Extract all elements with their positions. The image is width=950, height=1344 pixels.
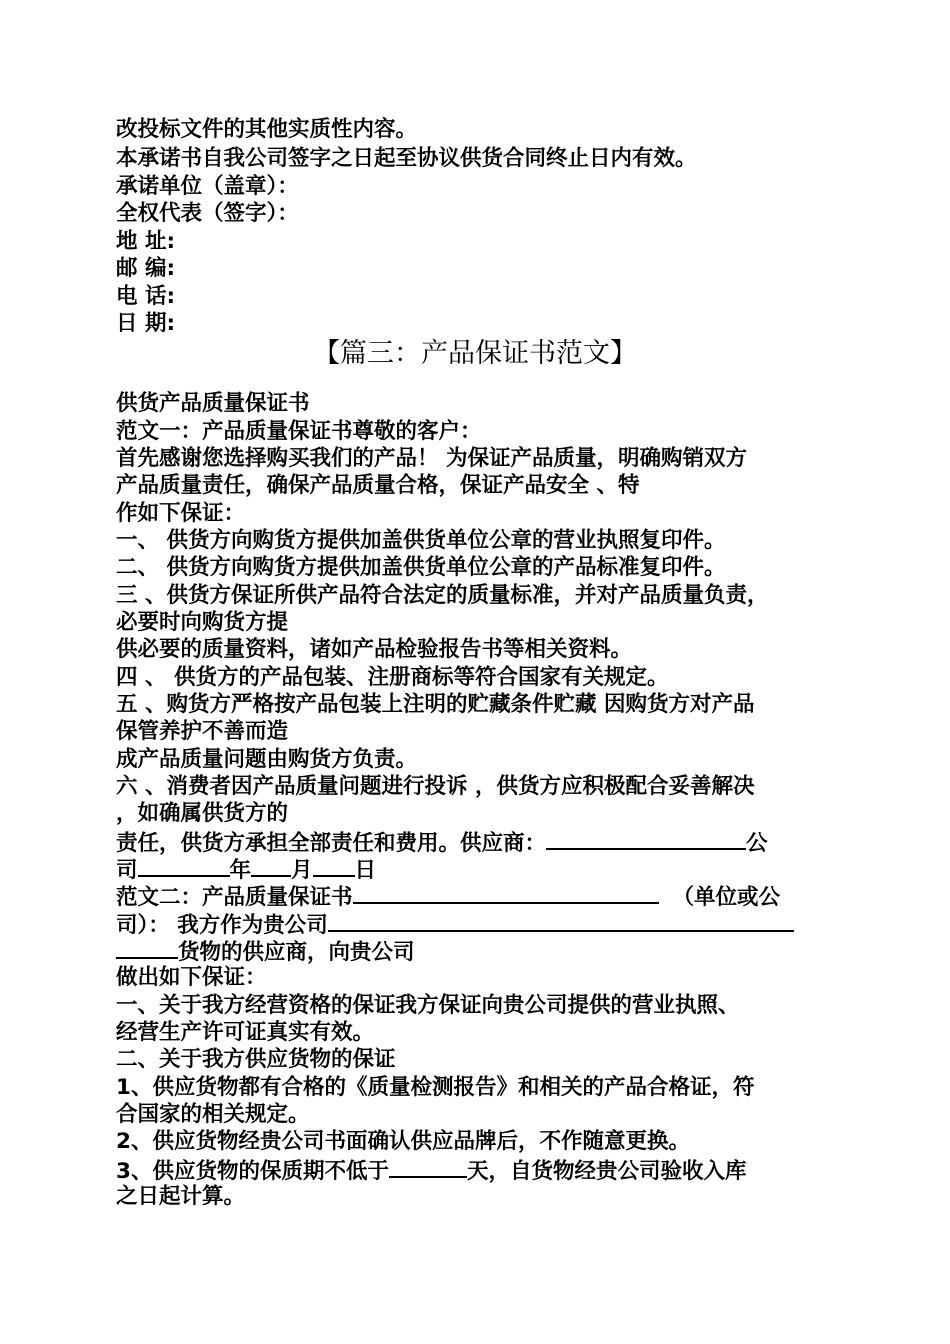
text-line: 首先感谢您选择购买我们的产品！ 为保证产品质量，明确购销双方: [116, 446, 747, 471]
text-line: 供必要的质量资料，诸如产品检验报告书等相关资料。: [116, 637, 633, 662]
text-line: 三 、供货方保证所供产品符合法定的质量标准，并对产品质量负责，: [116, 583, 769, 608]
text-line: 邮 编:: [116, 256, 176, 281]
text-line: 经营生产许可证真实有效。: [116, 1020, 375, 1045]
blank-field: [546, 828, 746, 850]
text-segment: 3、供应货物的保质期不低于: [116, 1159, 389, 1184]
text-line: 作如下保证：: [116, 501, 246, 526]
text-line: 改投标文件的其他实质性内容。: [116, 117, 418, 142]
supplier-statement-line: [116, 937, 415, 966]
text-line: 地 址:: [116, 229, 176, 254]
text-line: 成产品质量问题由购货方负责。: [116, 747, 418, 772]
text-segment: 司: [116, 858, 138, 883]
text-line: 本承诺书自我公司签字之日起至协议供货合同终止日内有效。: [116, 146, 697, 171]
text-line: 1、供应货物都有合格的《质量检测报告》和相关的产品合格证，符: [116, 1075, 755, 1100]
section-heading: 【篇三：产品保证书范文】: [313, 338, 637, 369]
text-line: 二、 供货方向购货方提供加盖供货单位公章的产品标准复印件。: [116, 555, 726, 580]
addressee-line: [116, 910, 794, 939]
blank-field: [138, 855, 230, 877]
text-line: 保管养护不善而造: [116, 719, 289, 744]
blank-field: [389, 1156, 467, 1178]
text-line: 供货产品质量保证书: [116, 391, 310, 416]
text-line: 日 期:: [116, 311, 176, 336]
text-line: 承诺单位（盖章）：: [116, 174, 299, 199]
text-line: 2、供应货物经贵公司书面确认供应品牌后，不作随意更换。: [116, 1129, 690, 1154]
blank-field: [313, 855, 355, 877]
text-line: 做出如下保证：: [116, 965, 267, 990]
text-segment: （单位或公: [672, 885, 781, 910]
text-segment: 天，自货物经贵公司验收入库: [466, 1159, 747, 1184]
text-line: 产品质量责任，确保产品质量合格，保证产品安全 、特: [116, 473, 640, 498]
text-line: 二、关于我方供应货物的保证: [116, 1047, 396, 1072]
text-segment: 货物的供应商，向贵公司: [178, 940, 415, 965]
text-line: 全权代表（签字）：: [116, 201, 299, 226]
text-segment: 公: [746, 831, 768, 856]
text-segment: 年: [229, 858, 252, 883]
blank-field: [251, 855, 291, 877]
supplier-line: [116, 828, 768, 857]
date-line: [116, 855, 376, 884]
text-line: 合国家的相关规定。: [116, 1102, 310, 1127]
blank-field: [353, 882, 659, 904]
text-line: 电 话:: [116, 284, 176, 309]
text-line: 一、关于我方经营资格的保证我方保证向贵公司提供的营业执照、: [116, 993, 740, 1018]
shelf-life-line: [116, 1156, 746, 1185]
text-segment: 日: [354, 858, 377, 883]
text-segment: 司）： 我方作为贵公司: [116, 913, 328, 938]
text-line: 四 、 供货方的产品包装、注册商标等符合国家有关规定。: [116, 665, 669, 690]
text-segment: 责任，供货方承担全部责任和费用。供应商：: [116, 831, 547, 856]
sample2-title-line: [116, 882, 780, 911]
blank-field: [328, 910, 794, 932]
text-line: 之日起计算。: [116, 1184, 246, 1209]
blank-field: [116, 937, 178, 959]
text-line: 一、 供货方向购货方提供加盖供货单位公章的营业执照复印件。: [116, 528, 726, 553]
text-line: 五 、购货方严格按产品包装上注明的贮藏条件贮藏 因购货方对产品: [116, 692, 755, 717]
text-line: 六 、消费者因产品质量问题进行投诉 ，供货方应积极配合妥善解决: [116, 774, 755, 799]
text-line: 范文一：产品质量保证书尊敬的客户：: [116, 419, 482, 444]
text-segment: 范文二：产品质量保证书: [116, 885, 353, 910]
text-segment: 月: [291, 858, 313, 883]
text-line: ，如确属供货方的: [116, 801, 289, 826]
text-line: 必要时向购货方提: [116, 610, 289, 635]
